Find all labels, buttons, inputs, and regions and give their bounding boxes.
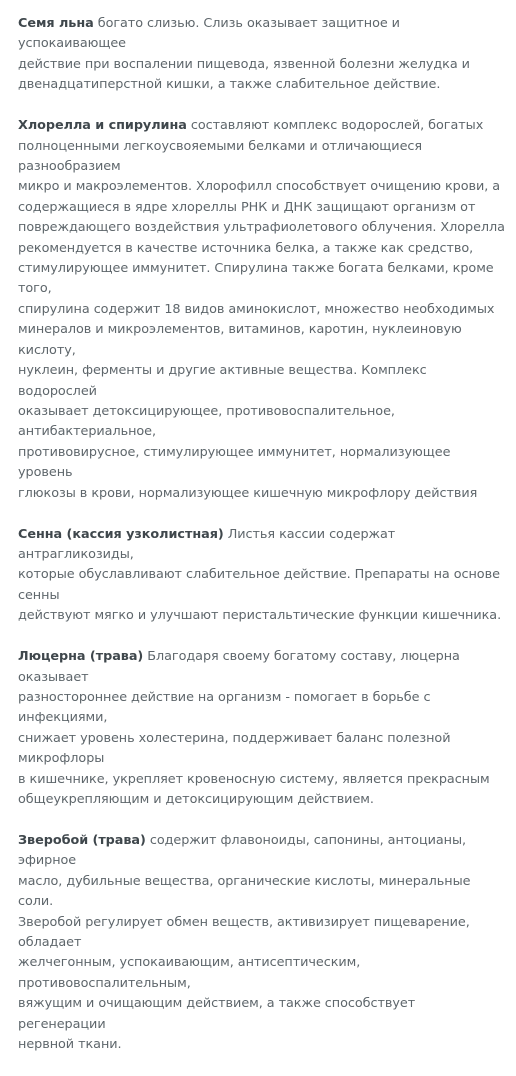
paragraph-line: действие при воспалении пищевода, язвенной болезни желудка и [18,56,470,72]
paragraph-line: которые обуславливают слабительное действие. Препараты на основе сенны [18,567,500,603]
paragraph-line: содержащиеся в ядре хлореллы РНК и ДНК защищают организм от [18,199,476,215]
paragraph-term: Зверобой (трава) [18,833,146,848]
paragraph-line: двенадцатиперстной кишки, а также слабительное действие. [18,77,441,93]
paragraph-line: рекомендуется в качестве источника белка, а также как средство, [18,240,474,256]
paragraph-line: нервной ткани. [18,1037,122,1053]
paragraph-line: желчегонным, успокаивающим, антисептическим, противовоспалительным, [18,955,361,991]
paragraph-line: спирулина содержит 18 видов аминокислот, множество необходимых [18,301,495,317]
paragraph-line: Листья кассии содержат антрагликозиды, [18,526,396,562]
paragraph-line: содержит флавоноиды, сапонины, антоцианы, эфирное [18,833,467,869]
paragraph-line: составляют комплекс водорослей, богатых [186,118,484,134]
paragraph-line: масло, дубильные вещества, органические кислоты, минеральные соли. [18,873,471,910]
paragraph-line: в кишечнике, укрепляет кровеносную систему, является прекрасным [18,771,490,787]
paragraph-line: повреждающего воздействия ультрафиолетового облучения. Хлорелла [18,220,505,236]
paragraph-st-johns-wort [18,831,506,1055]
paragraph-line: нуклеин, ферменты и другие активные вещества. Комплекс водорослей [18,363,427,399]
paragraph-line: глюкозы в крови, нормализующее кишечную микрофлору действия [18,485,478,501]
paragraph-flaxseed [18,14,506,96]
paragraph-line: богато слизью. Слизь оказывает защитное и успокаивающее [18,16,400,52]
paragraph-line: стимулирующее иммунитет. Спирулина также богата белками, кроме того, [18,261,494,297]
paragraph-line: микро и макроэлементов. Хлорофилл способствует очищению крови, а [18,179,501,195]
paragraph-senna [18,525,506,627]
paragraph-chlorella-spirulina [18,116,506,504]
paragraph-term: Люцерна (трава) [18,649,144,665]
paragraph-term: Сенна (кассия узколистная) [18,526,224,542]
paragraph-line: вяжущим и очищающим действием, а также способствует регенерации [18,996,416,1032]
paragraph-line: оказывает детоксицирующее, противовоспалительное, антибактериальное, [18,403,395,440]
paragraph-line: Благодаря своему богатому составу, люцерна оказывает [18,649,460,685]
paragraph-line: противовирусное, стимулирующее иммунитет, нормализующее уровень [18,444,451,481]
article-text [18,14,506,1076]
paragraph-line: разностороннее действие на организм - помогает в борьбе с инфекциями, [18,689,431,726]
paragraph-line: общеукрепляющим и детоксицирующим действием. [18,792,374,807]
paragraph-line: полноценными легкоусвояемыми белками и отличающиеся разнообразием [18,138,423,175]
paragraph-term: Семя льна [18,16,94,31]
paragraph-line: действуют мягко и улучшают перистальтические функции кишечника. [18,608,502,624]
paragraph-line: минералов и микроэлементов, витаминов, каротин, нуклеиновую кислоту, [18,322,462,358]
paragraph-line: снижает уровень холестерина, поддерживает баланс полезной микрофлоры [18,730,451,767]
paragraph-alfalfa [18,647,506,810]
paragraph-line: Зверобой регулирует обмен веществ, активизирует пищеварение, обладает [18,914,470,951]
paragraph-term: Хлорелла и спирулина [18,118,187,134]
